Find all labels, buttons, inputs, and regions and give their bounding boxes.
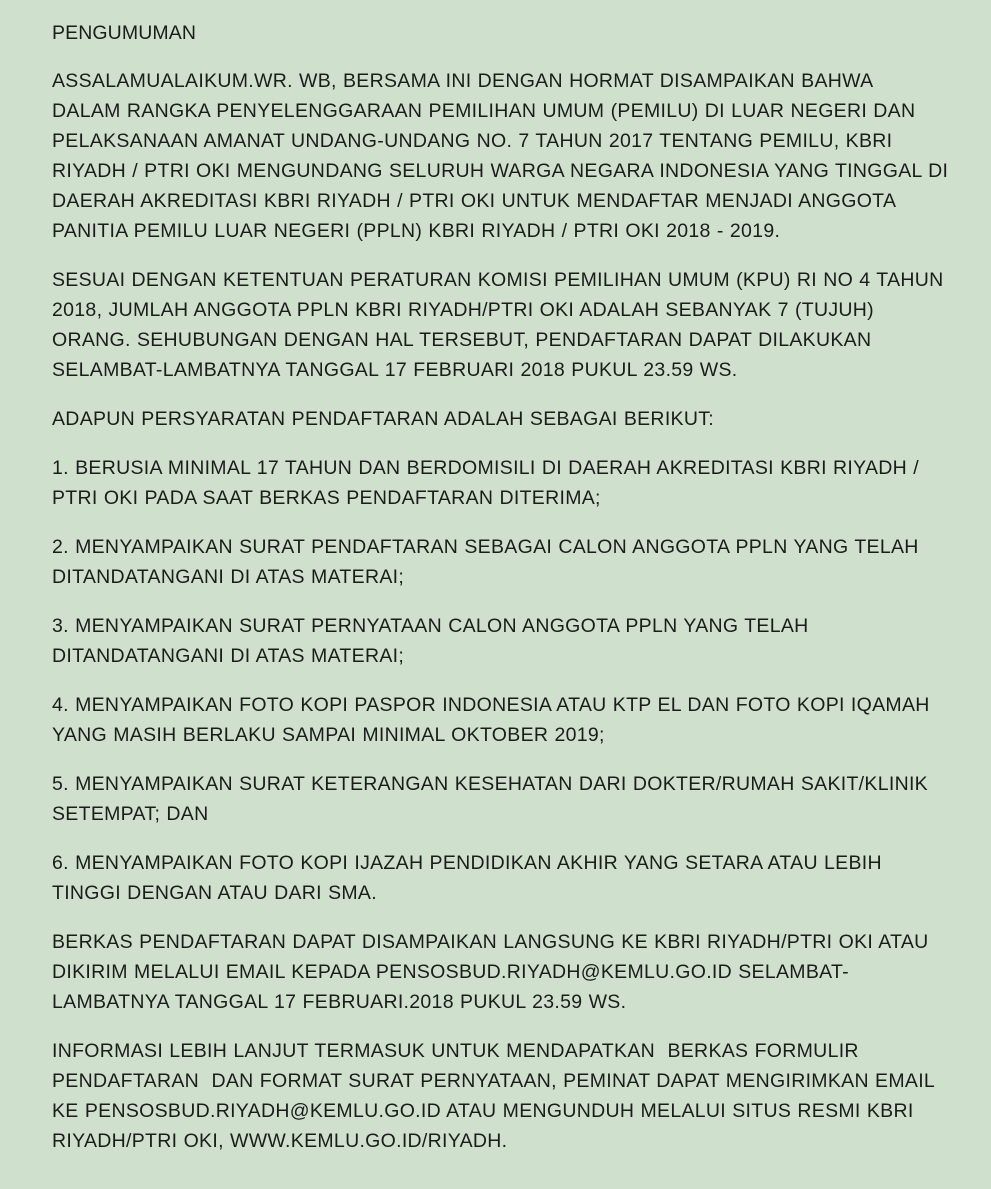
paragraph-line: DITANDATANGANI DI ATAS MATERAI; (52, 645, 405, 667)
paragraph-line: DAERAH AKREDITASI KBRI RIYADH / PTRI OKI UNTUK MENDAFTAR MENJADI ANGGOTA (52, 190, 897, 212)
paragraph (52, 453, 961, 513)
paragraph-line: RIYADH/PTRI OKI, WWW.KEMLU.GO.ID/RIYADH. (52, 1130, 508, 1152)
document-body (52, 66, 961, 1156)
paragraph-line: TINGGI DENGAN ATAU DARI SMA. (52, 882, 377, 904)
paragraph (52, 927, 961, 1017)
paragraph-line: INFORMASI LEBIH LANJUT TERMASUK UNTUK MENDAPATKAN BERKAS FORMULIR (52, 1040, 859, 1062)
paragraph-line: PELAKSANAAN AMANAT UNDANG-UNDANG NO. 7 TAHUN 2017 TENTANG PEMILU, KBRI (52, 130, 893, 152)
paragraph-line: SESUAI DENGAN KETENTUAN PERATURAN KOMISI PEMILIHAN UMUM (KPU) RI NO 4 TAHUN (52, 269, 944, 291)
paragraph (52, 1036, 961, 1156)
paragraph-line: PENDAFTARAN DAN FORMAT SURAT PERNYATAAN, PEMINAT DAPAT MENGIRIMKAN EMAIL (52, 1070, 936, 1092)
paragraph (52, 769, 961, 829)
paragraph-line: DIKIRIM MELALUI EMAIL KEPADA PENSOSBUD.RIYADH@KEMLU.GO.ID SELAMBAT- (52, 961, 849, 983)
paragraph-line: PTRI OKI PADA SAAT BERKAS PENDAFTARAN DITERIMA; (52, 487, 601, 509)
paragraph-line: ASSALAMUALAIKUM.WR. WB, BERSAMA INI DENGAN HORMAT DISAMPAIKAN BAHWA (52, 70, 874, 92)
paragraph-line: RIYADH / PTRI OKI MENGUNDANG SELURUH WARGA NEGARA INDONESIA YANG TINGGAL DI (52, 160, 949, 182)
paragraph-line: 6. MENYAMPAIKAN FOTO KOPI IJAZAH PENDIDIKAN AKHIR YANG SETARA ATAU LEBIH (52, 852, 882, 874)
paragraph (52, 66, 961, 246)
paragraph-line: 3. MENYAMPAIKAN SURAT PERNYATAAN CALON ANGGOTA PPLN YANG TELAH (52, 615, 809, 637)
document-title: PENGUMUMAN (52, 22, 197, 44)
paragraph-line: ADAPUN PERSYARATAN PENDAFTARAN ADALAH SEBAGAI BERIKUT: (52, 408, 714, 430)
paragraph-line: BERKAS PENDAFTARAN DAPAT DISAMPAIKAN LANGSUNG KE KBRI RIYADH/PTRI OKI ATAU (52, 931, 929, 953)
paragraph-line: DALAM RANGKA PENYELENGGARAAN PEMILIHAN UMUM (PEMILU) DI LUAR NEGERI DAN (52, 100, 916, 122)
paragraph-line: ORANG. SEHUBUNGAN DENGAN HAL TERSEBUT, PENDAFTARAN DAPAT DILAKUKAN (52, 329, 872, 351)
paragraph (52, 848, 961, 908)
paragraph (52, 690, 961, 750)
paragraph-line: 5. MENYAMPAIKAN SURAT KETERANGAN KESEHATAN DARI DOKTER/RUMAH SAKIT/KLINIK (52, 773, 928, 795)
paragraph-line: KE PENSOSBUD.RIYADH@KEMLU.GO.ID ATAU MENGUNDUH MELALUI SITUS RESMI KBRI (52, 1100, 914, 1122)
paragraph-line: PANITIA PEMILU LUAR NEGERI (PPLN) KBRI RIYADH / PTRI OKI 2018 - 2019. (52, 220, 781, 242)
paragraph-line: LAMBATNYA TANGGAL 17 FEBRUARI.2018 PUKUL 23.59 WS. (52, 991, 627, 1013)
paragraph-line: SETEMPAT; DAN (52, 803, 209, 825)
paragraph-line: SELAMBAT-LAMBATNYA TANGGAL 17 FEBRUARI 2018 PUKUL 23.59 WS. (52, 359, 738, 381)
paragraph (52, 404, 961, 434)
paragraph-line: 2. MENYAMPAIKAN SURAT PENDAFTARAN SEBAGAI CALON ANGGOTA PPLN YANG TELAH (52, 536, 919, 558)
paragraph-line: 1. BERUSIA MINIMAL 17 TAHUN DAN BERDOMISILI DI DAERAH AKREDITASI KBRI RIYADH / (52, 457, 920, 479)
paragraph (52, 265, 961, 385)
paragraph-line: DITANDATANGANI DI ATAS MATERAI; (52, 566, 405, 588)
paragraph (52, 532, 961, 592)
paragraph-line: 2018, JUMLAH ANGGOTA PPLN KBRI RIYADH/PTRI OKI ADALAH SEBANYAK 7 (TUJUH) (52, 299, 874, 321)
paragraph (52, 611, 961, 671)
paragraph-line: YANG MASIH BERLAKU SAMPAI MINIMAL OKTOBER 2019; (52, 724, 605, 746)
paragraph-line: 4. MENYAMPAIKAN FOTO KOPI PASPOR INDONESIA ATAU KTP EL DAN FOTO KOPI IQAMAH (52, 694, 930, 716)
